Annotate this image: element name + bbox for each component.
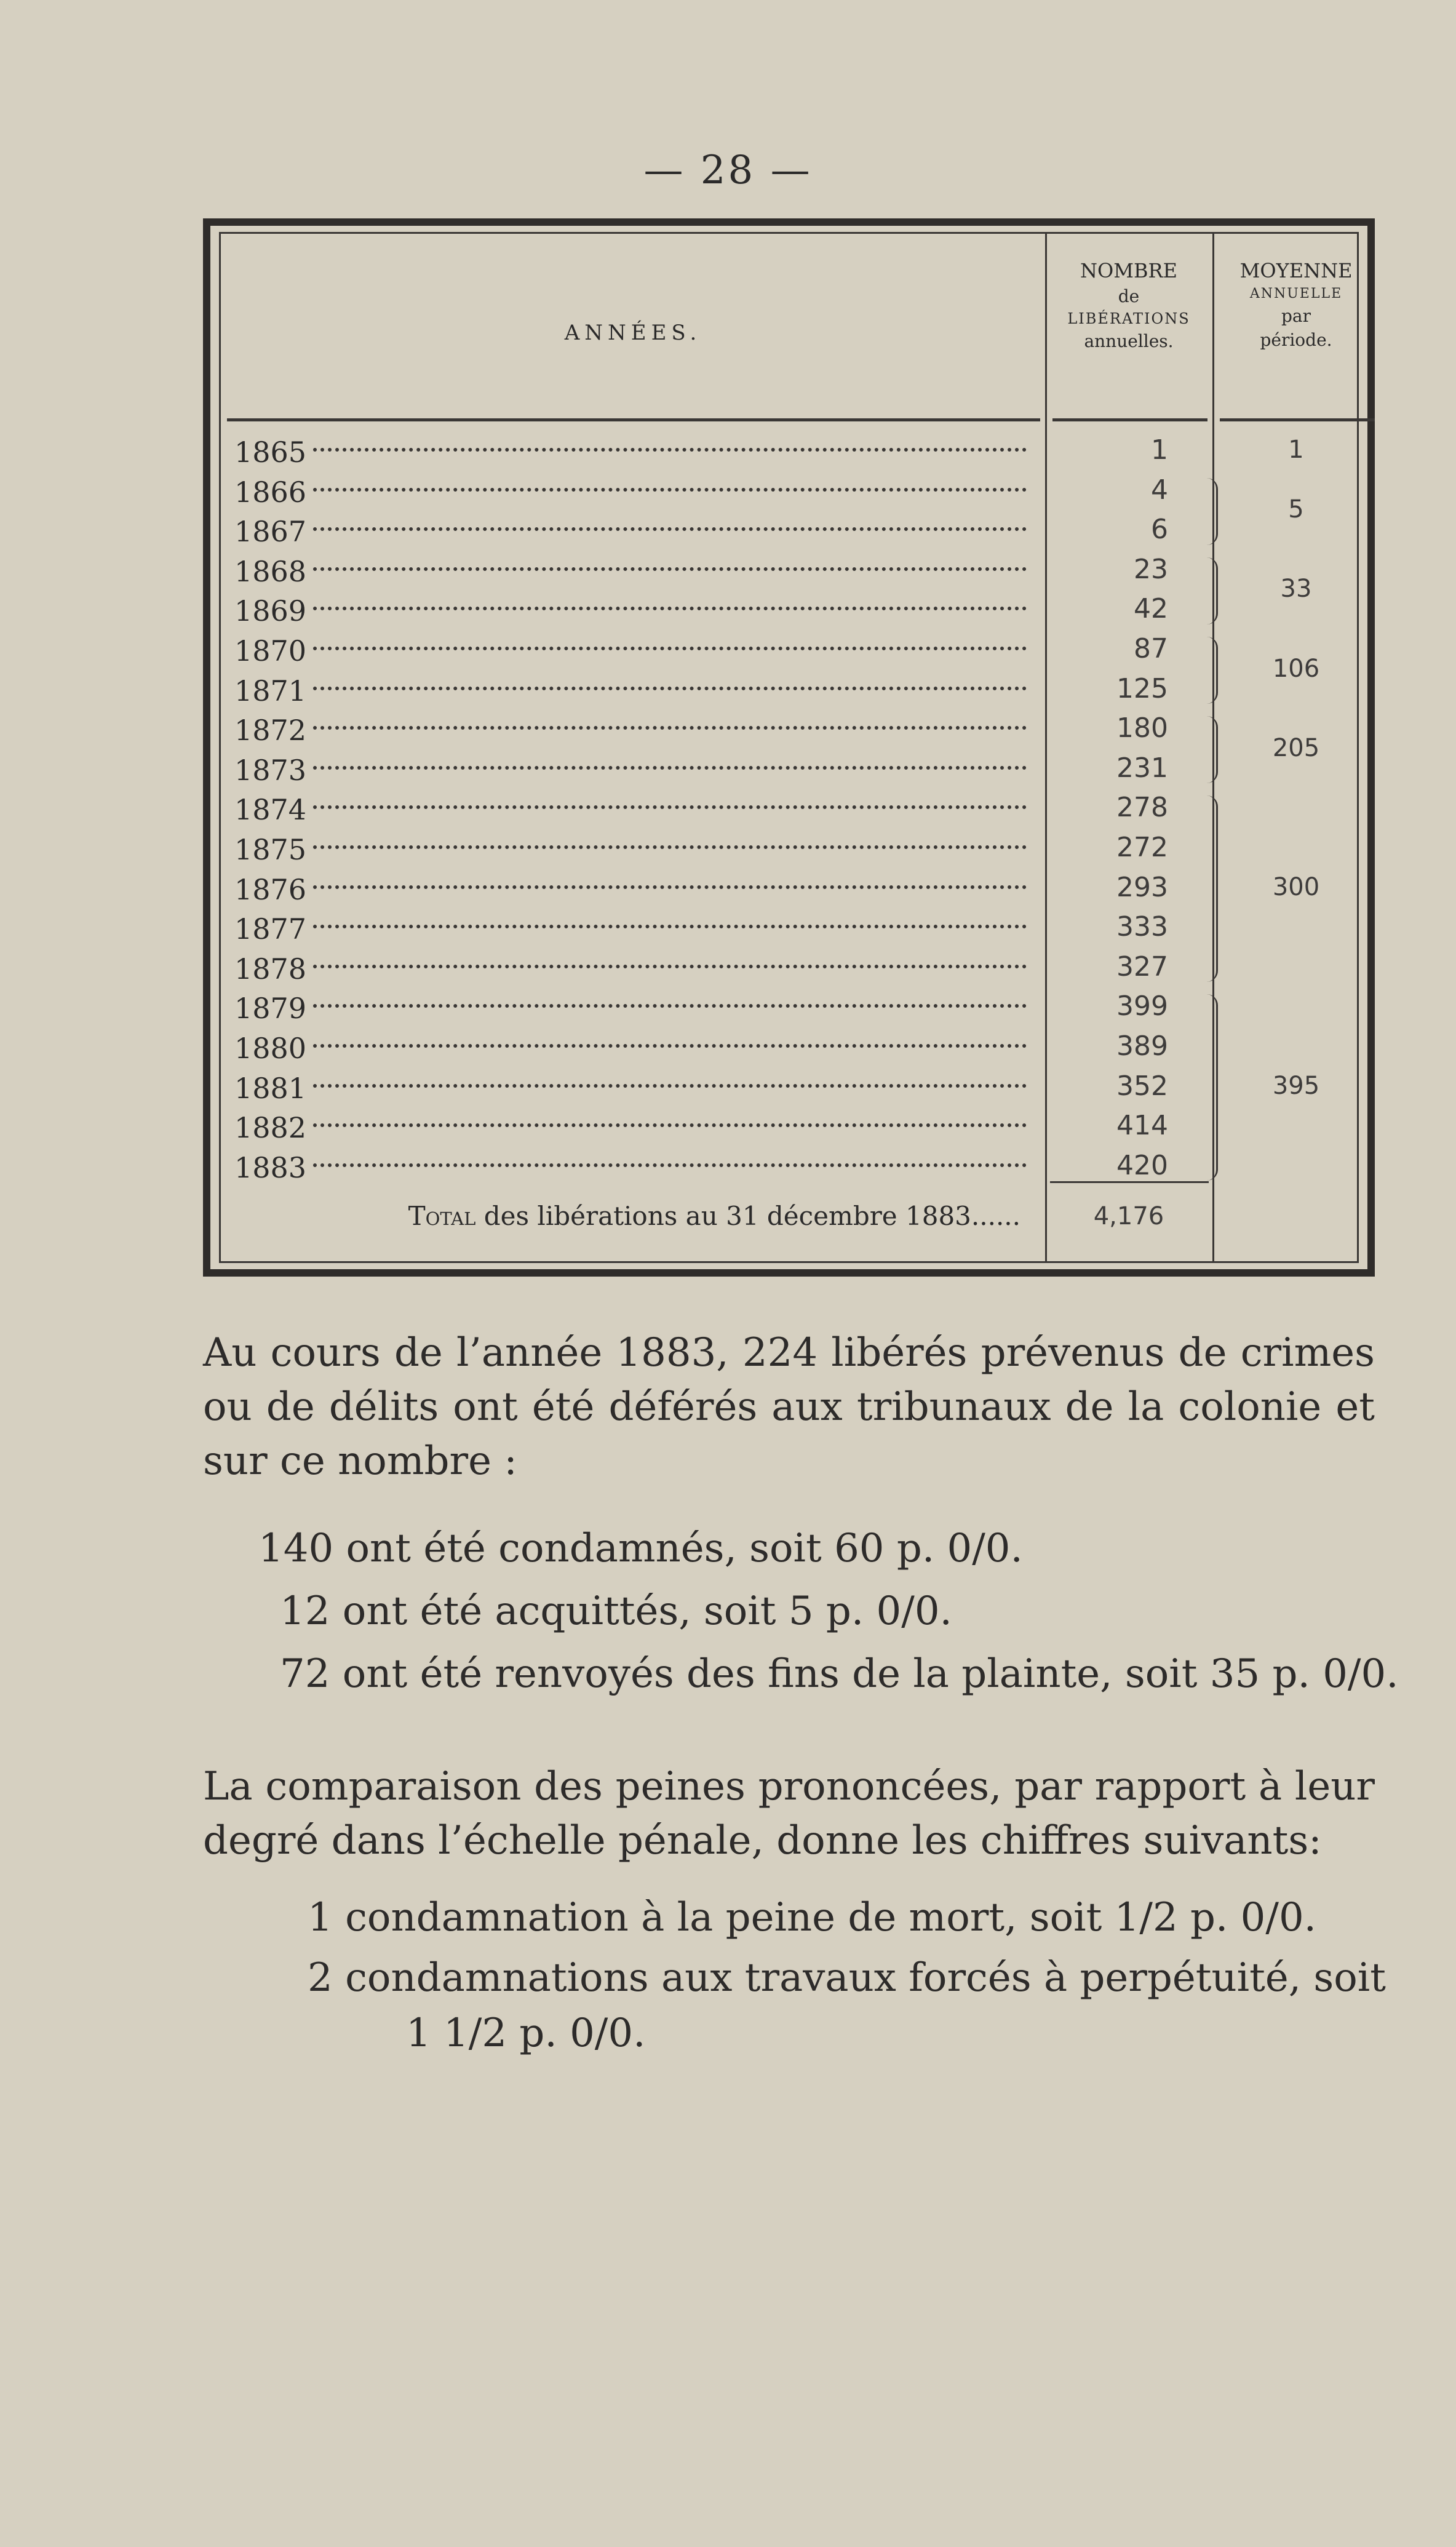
header-lib-line: de (1118, 286, 1140, 306)
header-years: ANNÉES. (564, 321, 702, 345)
list-item: 72 ont été renvoyés des fins de la plainte, soit 35 p. 0/0. (280, 1651, 1399, 1697)
header-rule (1220, 418, 1375, 421)
header-lib-line: NOMBRE (1080, 259, 1177, 282)
year-cell: 1878 (234, 952, 307, 986)
header-lib-line: annuelles. (1084, 331, 1174, 351)
total-label-text: des libérations au 31 décembre 1883...... (475, 1201, 1020, 1231)
dot-leader (313, 1084, 1027, 1088)
table-row (221, 1107, 1168, 1147)
dot-leader (313, 1123, 1027, 1127)
count-cell: 87 (1134, 633, 1168, 664)
table-row (221, 750, 1168, 789)
year-cell: 1879 (234, 992, 307, 1026)
header-avg-line: par (1281, 305, 1311, 326)
table-row (221, 869, 1168, 909)
total-value: 4,176 (1093, 1202, 1164, 1230)
count-cell: 420 (1116, 1149, 1168, 1181)
table-inner (219, 232, 1359, 1263)
average-cell: 395 (1272, 1071, 1320, 1100)
dot-leader (313, 1004, 1027, 1008)
dot-leader (313, 925, 1027, 928)
dot-leader (313, 647, 1027, 650)
table-row (221, 432, 1168, 471)
average-cell: 300 (1272, 872, 1320, 901)
table-row (221, 829, 1168, 869)
header-rule (227, 418, 1040, 421)
list-item: 140 ont été condamnés, soit 60 p. 0/0. (258, 1526, 1023, 1571)
year-cell: 1872 (234, 714, 307, 747)
dot-leader (313, 1163, 1027, 1167)
count-cell: 42 (1134, 593, 1168, 625)
table-row (221, 1028, 1168, 1067)
count-cell: 327 (1116, 951, 1168, 983)
paragraph-1: Au cours de l’année 1883, 224 libérés prévenus de crimes ou de délits ont été déférés aux tribunaux de la colonie et sur ce nombre : (203, 1330, 1375, 1484)
year-cell: 1882 (234, 1111, 307, 1145)
average-cell: 5 (1288, 495, 1304, 524)
table-row (221, 909, 1168, 948)
count-cell: 414 (1116, 1110, 1168, 1142)
count-cell: 278 (1116, 792, 1168, 824)
table-row (221, 710, 1168, 749)
count-cell: 389 (1116, 1030, 1168, 1062)
column-divider (1045, 234, 1047, 1261)
dot-leader (313, 766, 1027, 770)
count-cell: 333 (1116, 911, 1168, 943)
average-cell: 205 (1272, 733, 1320, 762)
year-cell: 1883 (234, 1150, 307, 1184)
table-row (221, 1068, 1168, 1107)
count-cell: 272 (1116, 832, 1168, 863)
year-cell: 1874 (234, 793, 307, 827)
average-cell: 106 (1272, 654, 1320, 683)
header-liberations (1048, 258, 1209, 354)
dot-leader (313, 448, 1027, 452)
header-lib-line: LIBÉRATIONS (1067, 310, 1190, 327)
year-cell: 1875 (234, 833, 307, 866)
total-rule (1050, 1181, 1209, 1183)
dot-leader (313, 607, 1027, 610)
dot-leader (313, 726, 1027, 730)
dot-leader (313, 1044, 1027, 1048)
paragraph-2: La comparaison des peines prononcées, par rapport à leur degré dans l’échelle pénale, donne les chiffres suivants: (203, 1764, 1375, 1863)
liberations-table (203, 218, 1375, 1277)
count-cell: 1 (1151, 434, 1168, 466)
table-row (221, 591, 1168, 630)
table-row (221, 988, 1168, 1027)
total-label (221, 1201, 1020, 1231)
year-cell: 1870 (234, 634, 307, 668)
group-brace (1198, 637, 1218, 704)
dot-leader (313, 488, 1027, 492)
dot-leader (313, 805, 1027, 809)
group-brace (1198, 557, 1218, 624)
count-cell: 293 (1116, 871, 1168, 903)
average-cell: 33 (1280, 575, 1312, 604)
dot-leader (313, 687, 1027, 690)
table-row (221, 949, 1168, 988)
dot-leader (313, 527, 1027, 531)
average-cell: 1 (1288, 436, 1304, 464)
count-cell: 352 (1116, 1070, 1168, 1102)
table-row (221, 631, 1168, 670)
group-brace (1198, 478, 1218, 545)
table-row (221, 789, 1168, 829)
dot-leader (313, 845, 1027, 849)
list-item: 1 condamnation à la peine de mort, soit 1/2 p. 0/0. (308, 1895, 1316, 1940)
count-cell: 4 (1151, 474, 1168, 506)
group-brace (1198, 716, 1218, 783)
count-cell: 125 (1116, 672, 1168, 704)
page-number: — 28 — (643, 148, 813, 193)
group-brace (1198, 994, 1218, 1181)
dot-leader (313, 965, 1027, 968)
header-rule (1052, 418, 1207, 421)
header-avg-line: ANNUELLE (1249, 286, 1343, 301)
year-cell: 1873 (234, 753, 307, 787)
table-row (221, 511, 1168, 551)
year-cell: 1867 (234, 515, 307, 549)
table-row (221, 671, 1168, 710)
count-cell: 6 (1151, 514, 1168, 546)
group-brace (1198, 795, 1218, 982)
total-label-smallcaps: Total (408, 1201, 476, 1231)
count-cell: 23 (1134, 553, 1168, 585)
count-cell: 399 (1116, 990, 1168, 1022)
year-cell: 1871 (234, 674, 307, 708)
year-cell: 1868 (234, 554, 307, 588)
table-row (221, 1147, 1168, 1187)
dot-leader (313, 567, 1027, 571)
header-average (1215, 258, 1377, 353)
table-row (221, 551, 1168, 591)
header-avg-line: MOYENNE (1239, 259, 1353, 282)
table-row (221, 472, 1168, 511)
year-cell: 1869 (234, 594, 307, 628)
year-cell: 1877 (234, 912, 307, 946)
year-cell: 1866 (234, 475, 307, 509)
header-avg-line: période. (1260, 329, 1332, 350)
list-item: 2 condamnations aux travaux forcés à perpétuité, soit (308, 1955, 1386, 2001)
year-cell: 1876 (234, 872, 307, 906)
list-item: 12 ont été acquittés, soit 5 p. 0/0. (280, 1588, 952, 1634)
dot-leader (313, 885, 1027, 889)
count-cell: 180 (1116, 712, 1168, 744)
year-cell: 1880 (234, 1032, 307, 1065)
list-item: 1 1/2 p. 0/0. (406, 2011, 646, 2056)
count-cell: 231 (1116, 752, 1168, 784)
year-cell: 1865 (234, 436, 307, 469)
year-cell: 1881 (234, 1071, 307, 1105)
